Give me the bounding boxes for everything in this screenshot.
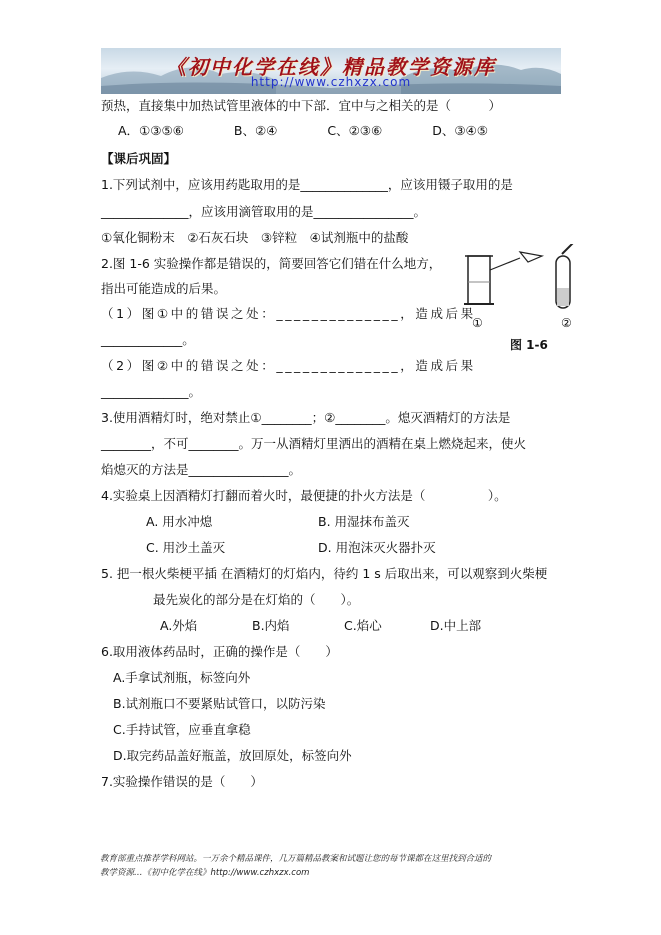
banner-title: 《初中化学在线》精品教学资源库 [166, 55, 496, 79]
option-c: C.手持试管，应垂直拿稳 [113, 722, 251, 737]
option-a: A. 用水冲熄 [146, 514, 213, 529]
question-2-line: 2.图 1-6 实验操作都是错误的，简要回答它们错在什么地方， [101, 256, 442, 271]
footer-line[interactable]: 教学资源…《初中化学在线》http://www.czhxzx.com [100, 868, 310, 878]
option-b: B.内焰 [252, 618, 290, 633]
question-3-line: 3.使用酒精灯时，绝对禁止①________；②________。熄灭酒精灯的方法是 [101, 410, 511, 425]
section-heading: 【课后巩固】 [101, 151, 177, 166]
banner-url[interactable]: http://www.czhxzx.com [250, 75, 412, 89]
question-3-line: ________，不可________。万一从酒精灯里洒出的酒精在桌上燃烧起来，使火 [101, 436, 527, 451]
option-c: C.焰心 [344, 618, 382, 633]
question-2-line: _____________。 [101, 332, 195, 347]
question-7: 7.实验操作错误的是（ ） [101, 774, 263, 789]
question-5-line: 最先炭化的部分是在灯焰的（ ）。 [153, 592, 360, 607]
option-c: C. 用沙土盖灭 [146, 540, 226, 555]
question-5-line: 5. 把一根火柴梗平插 在酒精灯的灯焰内，待约 1 s 后取出来，可以观察到火柴梗 [101, 566, 548, 581]
page-footer [100, 852, 570, 880]
option-d: D.取完药品盖好瓶盖，放回原处，标签向外 [113, 748, 352, 763]
figure-1-6 [462, 244, 612, 354]
question-2-line: ______________。 [101, 384, 202, 399]
question-2-line: （1）图①中的错误之处：______________，造成后果 [101, 306, 476, 321]
footer-line: 教育部重点推荐学科网站。一万余个精品课件，几万篇精品教案和试题让您的每节课都在这里找到合适的 [100, 854, 492, 864]
question-1-line: ______________，应该用滴管取用的是________________。 [101, 204, 427, 219]
option-b: B. 用湿抹布盖灭 [318, 514, 410, 529]
figure-caption: 图 1-6 [510, 338, 548, 352]
question-3-line: 焰熄灭的方法是________________。 [101, 462, 302, 477]
answer-options: A．①③⑤⑥ B、②④ C、②③⑥ D、③④⑤ [118, 123, 488, 138]
question-2-line: （2）图②中的错误之处：______________，造成后果 [101, 358, 476, 373]
figure-number-1: ① [472, 316, 483, 330]
question-2-line: 指出可能造成的后果。 [101, 281, 227, 296]
option-b: B.试剂瓶口不要紧贴试管口，以防污染 [113, 696, 326, 711]
text-line: 预热，直接集中加热试管里液体的中下部．宜中与之相关的是（ ） [101, 98, 502, 113]
option-a: A.外焰 [160, 618, 198, 633]
figure-number-2: ② [561, 316, 572, 330]
question-6: 6.取用液体药品时，正确的操作是（ ） [101, 644, 338, 659]
option-a: A.手拿试剂瓶，标签向外 [113, 670, 251, 685]
question-4: 4.实验桌上因酒精灯打翻而着火时，最便捷的扑火方法是（ ）。 [101, 488, 507, 503]
option-d: D. 用泡沫灭火器扑灭 [318, 540, 436, 555]
question-1-line: 1.下列试剂中，应该用药匙取用的是______________，应该用镊子取用的是 [101, 177, 513, 192]
option-d: D.中上部 [430, 618, 482, 633]
header-banner [101, 48, 561, 94]
question-1-options: ①氧化铜粉末 ②石灰石块 ③锌粒 ④试剂瓶中的盐酸 [101, 230, 409, 245]
